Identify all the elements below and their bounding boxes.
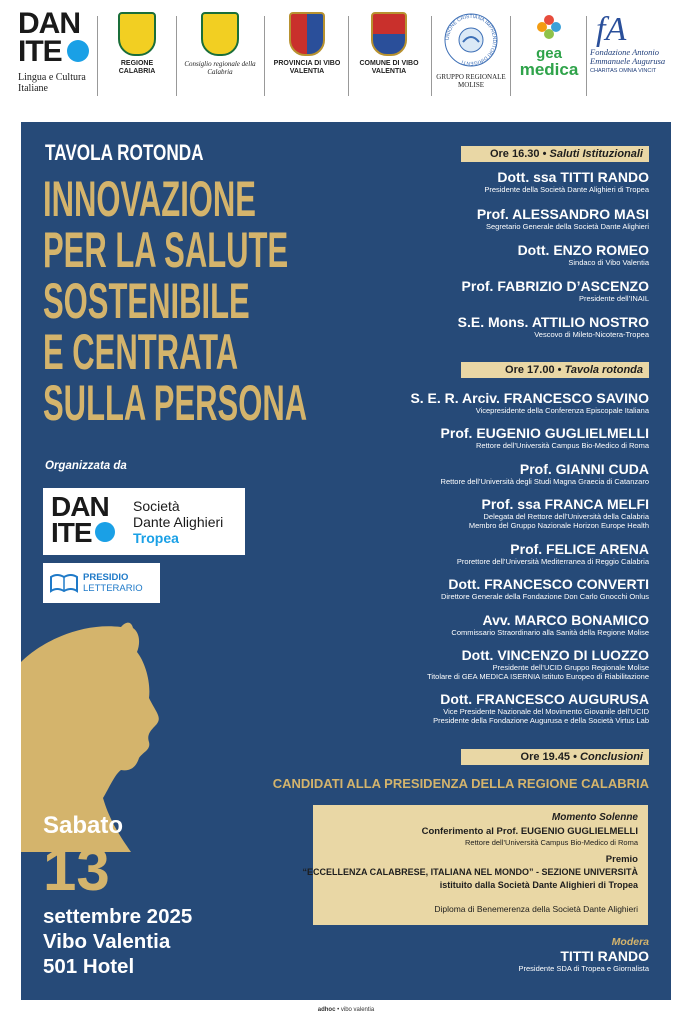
- sponsor-logo-strip: [0, 0, 692, 118]
- gea-medica-logo: [514, 12, 584, 100]
- speaker-name: Prof. ALESSANDRO MASI: [476, 206, 649, 222]
- event-venue: 501 Hotel: [43, 955, 135, 978]
- speaker-name: Dott. VINCENZO DI LUOZZO: [461, 647, 649, 663]
- provincia-caption: PROVINCIA DI VIBO VALENTIA: [273, 60, 341, 75]
- speaker-role: Direttore Generale della Fondazione Don Carlo Gnocchi Onlus: [440, 592, 649, 601]
- speaker-name: S. E. R. Arciv. FRANCESCO SAVINO: [410, 390, 649, 406]
- comune-crest-icon: [371, 12, 407, 56]
- moderator-label: Modera: [611, 936, 649, 948]
- society-city: Tropea: [133, 530, 179, 546]
- title-line: E CENTRATA: [43, 324, 239, 380]
- logo-divider: [348, 16, 349, 96]
- honors-box: [302, 805, 648, 925]
- honors-premio: Premio: [605, 854, 638, 865]
- speaker-entry: [410, 390, 649, 415]
- title-line: INNOVAZIONE: [43, 171, 256, 227]
- speaker-role: Titolare di GEA MEDICA ISERNIA Istituto Europeo di Riabilitazione: [427, 672, 649, 681]
- speaker-role: Vice Presidente Nazionale del Movimento Giovanile dell’UCID: [443, 707, 649, 716]
- ucid-emblem-icon: [443, 12, 499, 68]
- event-weekday: Sabato: [43, 812, 124, 839]
- provincia-crest-icon: [289, 12, 325, 56]
- speaker-role: Rettore dell’Università Campus Bio-Medico di Roma: [476, 441, 649, 450]
- speaker-name: Prof. ssa FRANCA MELFI: [481, 496, 649, 512]
- speaker-name: Dott. ssa TITTI RANDO: [497, 169, 649, 185]
- presidio-letterario-logo: [43, 563, 160, 603]
- dante-tropea-dot: [95, 522, 115, 542]
- speaker-name: Dott. FRANCESCO AUGURUSA: [440, 691, 649, 707]
- speaker-entry: [441, 461, 649, 486]
- fondazione-motto: CHARITAS OMNIA VINCIT: [590, 68, 657, 74]
- dante-logo-tagline: Lingua e Cultura Italiane: [18, 72, 86, 94]
- fondazione-name-1: Fondazione Antonio: [590, 47, 660, 57]
- regione-caption: REGIONE CALABRIA: [118, 60, 156, 75]
- title-line: SOSTENIBILE: [43, 273, 250, 329]
- dante-logo-dot: [67, 40, 89, 62]
- speaker-entry: [477, 206, 649, 231]
- event-city: Vibo Valentia: [43, 930, 171, 953]
- event-month-year: settembre 2025: [43, 905, 193, 928]
- speaker-entry: [427, 647, 649, 681]
- dante-tropea-mark: DAN ITE: [51, 491, 109, 548]
- ucid-caption: GRUPPO REGIONALE MOLISE: [436, 73, 506, 89]
- honors-premio-by: istituito dalla Società Dante Alighieri di Tropea: [439, 880, 638, 890]
- dante-tropea-logo-box: [43, 488, 245, 555]
- logo-divider: [510, 16, 511, 96]
- consiglio-regionale-logo: [183, 12, 257, 100]
- speaker-role: Delegata del Rettore dell’Università della Calabria: [483, 512, 649, 521]
- speaker-entry: [441, 425, 649, 450]
- ucid-logo: [436, 12, 506, 100]
- society-name: [133, 498, 223, 546]
- kicker-title: TAVOLA ROTONDA: [45, 140, 204, 165]
- speaker-entry: [484, 169, 649, 194]
- speaker-entry: [433, 691, 649, 725]
- society-line-1: Società: [133, 498, 180, 514]
- comune-logo: [352, 12, 426, 100]
- logo-divider: [431, 16, 432, 96]
- speaker-role: Presidente dell’UCID Gruppo Regionale Molise: [492, 663, 649, 672]
- speaker-name: Prof. EUGENIO GUGLIELMELLI: [440, 425, 649, 441]
- open-book-icon: [49, 571, 79, 595]
- honors-conferment: Conferimento al Prof. EUGENIO GUGLIELMELLI: [421, 826, 638, 837]
- dante-logo: [18, 7, 98, 100]
- consiglio-shield-icon: [201, 12, 239, 56]
- speaker-name: Dott. FRANCESCO CONVERTI: [448, 576, 649, 592]
- event-place: [43, 904, 192, 979]
- session-pill: Ore 17.00 • Tavola rotonda: [461, 362, 649, 378]
- speaker-entry: [469, 496, 649, 530]
- speaker-entry: [451, 612, 649, 637]
- moderator-name: TITTI RANDO: [560, 948, 649, 964]
- regione-shield-icon: [118, 12, 156, 56]
- event-day: 13: [43, 836, 110, 903]
- speaker-entry: [462, 278, 649, 303]
- speaker-role: Membro del Gruppo Nazionale Horizon Europe Health: [468, 521, 649, 530]
- speaker-name: Prof. GIANNI CUDA: [519, 461, 649, 477]
- regione-calabria-logo: [106, 12, 168, 100]
- speaker-role: Presidente della Fondazione Augurusa e della Società Virtus Lab: [433, 716, 649, 725]
- moderator-block: [519, 936, 650, 973]
- speaker-name: Avv. MARCO BONAMICO: [482, 612, 649, 628]
- comune-caption: COMUNE DI VIBO VALENTIA: [359, 60, 419, 75]
- honors-premio-title: “ECCELLENZA CALABRESE, ITALIANA NEL MONDO” - SEZIONE UNIVERSITÀ: [302, 867, 638, 877]
- logo-divider: [586, 16, 587, 96]
- speaker-entry: [441, 576, 649, 601]
- printer-credit: adhoc • vibo valentia: [317, 1007, 375, 1013]
- candidates-heading: CANDIDATI ALLA PRESIDENZA DELLA REGIONE CALABRIA: [272, 776, 649, 791]
- medica-text: medica: [519, 60, 579, 79]
- poster-panel: [21, 122, 671, 1000]
- speaker-entry: [458, 314, 649, 339]
- speaker-role: Presidente della Società Dante Alighieri di Tropea: [484, 185, 649, 194]
- logo-divider: [176, 16, 177, 96]
- speaker-role: Rettore dell’Università degli Studi Magna Graecia di Catanzaro: [440, 477, 649, 486]
- organizer-label: Organizzata da: [45, 460, 127, 472]
- honors-conferment-role: Rettore dell’Università Campus Bio-Medico di Roma: [465, 838, 638, 847]
- speaker-role: Presidente dell’INAIL: [578, 294, 649, 303]
- speaker-role: Sindaco di Vibo Valentia: [568, 258, 649, 267]
- consiglio-caption: Consiglio regionale della Calabria: [184, 60, 256, 76]
- speaker-role: Prorettore dell’Università Mediterranea di Reggio Calabria: [456, 557, 649, 566]
- speaker-role: Segretario Generale della Società Dante Alighieri: [485, 222, 649, 231]
- speaker-role: Vicepresidente della Conferenza Episcopale Italiana: [475, 406, 649, 415]
- session-pill: Ore 19.45 • Conclusioni: [461, 749, 649, 765]
- speaker-name: Prof. FABRIZIO D’ASCENZO: [461, 278, 649, 294]
- speaker-entry: [518, 242, 649, 267]
- presidio-text: PRESIDIO LETTERARIO: [83, 572, 143, 594]
- speaker-name: Dott. ENZO ROMEO: [517, 242, 649, 258]
- logo-divider: [264, 16, 265, 96]
- honors-heading: Momento Solenne: [551, 812, 638, 823]
- speaker-entry: [457, 541, 649, 566]
- fondazione-name-2: Emmanuele Augurusa: [590, 56, 666, 66]
- logo-divider: [97, 16, 98, 96]
- society-line-2: Dante Alighieri: [133, 514, 224, 530]
- speaker-role: Vescovo di Mileto-Nicotera-Tropea: [534, 330, 649, 339]
- session-pill: Ore 16.30 • Saluti Istituzionali: [461, 146, 649, 162]
- fondazione-monogram-icon: fA: [596, 11, 627, 48]
- gea-flower-icon: [534, 12, 564, 42]
- speaker-name: S.E. Mons. ATTILIO NOSTRO: [457, 314, 649, 330]
- main-title: [43, 171, 308, 431]
- fondazione-augurusa-logo: [590, 12, 690, 100]
- speaker-name: Prof. FELICE ARENA: [510, 541, 649, 557]
- dante-logo-mark: DAN ITE: [18, 7, 80, 68]
- moderator-role: Presidente SDA di Tropea e Giornalista: [518, 964, 649, 973]
- honors-diploma: Diploma di Benemerenza della Società Dante Alighieri: [434, 904, 638, 914]
- title-line: SULLA PERSONA: [43, 375, 308, 431]
- ucid-ring-text: UNIONE CRISTIANA IMPRENDITORI DIRIGENTI: [444, 13, 498, 67]
- title-line: PER LA SALUTE: [43, 222, 289, 278]
- speaker-role: Commissario Straordinario alla Sanità della Regione Molise: [451, 628, 649, 637]
- provincia-logo: [272, 12, 342, 100]
- gea-text: gea: [536, 45, 562, 62]
